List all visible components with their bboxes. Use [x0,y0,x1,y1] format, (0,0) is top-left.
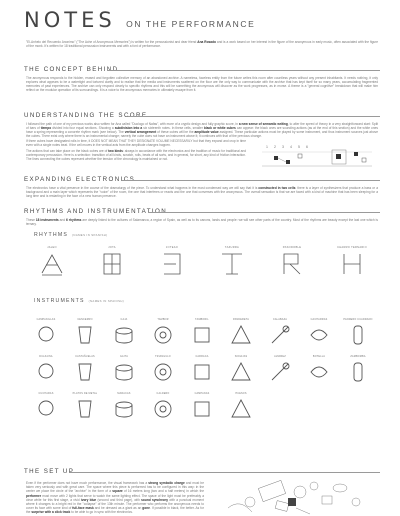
instrument-label: CACHARRAS [310,318,328,321]
instrument-icon [268,323,292,347]
instrument-icon [151,323,175,347]
score-bold: amplitude value [194,130,219,135]
instrument-grid [28,318,380,470]
rhythms-bold: 6 rhythms [66,218,82,222]
instrument-label: HUESOS [235,392,247,395]
score-text: I followed the path of one of my previous works also written for Ana called "Duologo of Nafas", with more of a cryptic design and fully graphic score, in [26,122,239,126]
score-number: 4 [290,145,292,149]
instrument-item [145,318,181,347]
instrument-label: MARACAS [117,392,131,395]
instrument-icon [34,397,58,421]
score-number: 3 [282,145,284,149]
score-example-diagram [252,140,378,170]
instrument-icon [73,323,97,347]
instruments-subheading [34,298,124,304]
intro-bold: Ana Rosado [197,40,216,44]
setup-bold: full-face mask [72,506,94,511]
instrument-label: ALMIREZ [274,355,286,358]
instrument-icon [307,323,331,347]
section-heading-score: UNDERSTANDING THE SCORE [24,112,148,119]
electronics-paragraph [26,186,378,202]
instrument-label: CARRACA [195,355,209,358]
instrument-label: CAMPANILLAS [36,318,56,321]
rhythm-glyph-row [28,246,378,280]
rhythms-text: and [58,218,67,222]
instrument-item [301,355,337,384]
rhythm-jaleo [32,246,72,277]
electronics-text: The electronics have a vital presence in the course of the dramaturgy of the piece. To understand what happens in the most condensed way we will say that it is [26,186,259,190]
score-bold: tiempo [40,126,52,131]
setup-text: with a punctual moment where it changes to a bright red in the "collapse" of the 13th minute. The performer who performs the anonymous needs to cover its face with some kind of [26,497,204,511]
instrument-label: TAMBOR [157,318,169,321]
rhythm-glyph-icon [98,251,126,277]
instruments-note: (NAMES IN SPANISH) [88,299,125,303]
instrument-label: PLATOS DE METAL [72,392,98,395]
rhythm-label: CHARRO TERNARIO [337,246,367,249]
instrument-item [301,318,337,347]
score-number: 5 [298,145,300,149]
rhythm-charro-ternario [332,246,372,277]
instrument-label: TRIANGULO [155,355,171,358]
instrument-icon [112,323,136,347]
instrument-icon [346,323,370,347]
setup-text: Even if the performer does not have much performance, the visual framework has a [26,481,149,485]
electronics-text: : there is a layer of synthesizers that produce a bass or a background and a main layer which represents the "voice" of the room, the one that interferes or reacts and the one that converses with the anonymous. The overall sensation is that we are faced with a kind of machine that has been sleeping for a long time and is restarting in the face of a new human presence. [26,186,378,199]
divider [108,70,380,71]
instrument-icon [229,323,253,347]
score-paragraph-2: If three cubes have designated rolls in time, it DOES NOT MEAN THAT THEY DESIGNATE VOLUME NECESSARILY but that they expand and crop in time even with a single notes beat. If the cell moves in the vertical axis from the amplitude changes happen. [26,139,246,148]
rhythm-label: JOTEAO [165,246,179,249]
score-paragraph-1 [26,122,378,138]
score-text: The actions that can take place on the black cubes are of [26,149,109,153]
score-number: 6 [306,145,308,149]
instrument-icon [346,360,370,384]
score-text: can appear: the black ones are sounding actions (as at the end of this section) and the white ones have a spring representing a concrete rhythm mark (see below). The [26,126,378,135]
instrument-icon [73,360,97,384]
stage-setup-diagram [210,478,380,516]
score-text: : always in accordance with the electronics and the tradition of music for traditional and contemporary percussion. Here is a selection: transition of all kinds, scratch, rolls, beats of all sorts, and in general, for short, any kind of friction interaction. The lines connecting the cubes represent whether the tension of the chronology is maintained or not. [26,149,246,162]
setup-text: . If possible in black, the better. As for the [26,506,204,515]
rhythm-label: JALEO [47,246,57,249]
instrument-icon [34,323,58,347]
setup-text: (second and third page), with [96,497,142,502]
rhythm-glyph-icon [218,251,246,277]
instrument-item [106,392,142,421]
instrument-label: CUCHARAS [38,392,54,395]
score-text: , to alter the speed of theory in a very straightforward start: Split of bars of [26,122,378,131]
instrument-icon [229,360,253,384]
divider [122,180,380,181]
rhythms-note: (NAMES IN SPANISH) [72,233,108,237]
setup-text: and be dressed as a giant as an [93,506,143,511]
instrument-item [340,318,376,347]
divider [70,472,380,473]
intro-text: "El-Anhelo del Recuerdo Anonimo" ("The Ache of Anonymous Memories") is written for the percussionist and dear friend [26,40,198,44]
instrument-label: SONAJAS [234,355,248,358]
rhythm-label: PASODOBLE [282,246,302,249]
score-text: assigned. These particular actions must be played by some instrument, and thus instrument sources just above the cubes. There exist only where there is an instrumental change; namely the cube does not have an instrument above it; it continues with that of the previous change. [26,130,378,138]
instrument-icon [112,397,136,421]
section-heading-concept: THE CONCEPT BEHIND [24,66,119,73]
rhythm-label: JOTA [108,246,116,249]
score-text: divided into four equal sections. Showing a [51,126,115,131]
setup-bold: performer [26,493,42,498]
instrument-label: DULZAINA [39,355,53,358]
score-bold: black or white cubes [203,126,236,131]
instrument-label: CAMPANAS [194,392,210,395]
instrument-label: CAJA [120,318,128,321]
setup-bold: square [112,489,123,494]
instrument-item [262,355,298,384]
instrument-item [28,318,64,347]
setup-text: and must be taken very seriously and with great care. The space where this piece is performed has to be configured in this way: in the center we place the circle of the "archive" in the form of a [26,481,204,494]
instrument-item [184,392,220,421]
score-bold: a new sense of semantic writing [238,122,288,126]
setup-text: of 16 meters long (two and a half meters) in which the [122,489,205,494]
instrument-item [28,392,64,421]
instrument-icon [34,360,58,384]
rhythm-glyph-icon [278,251,306,277]
setup-bold: gone [142,506,150,511]
instrument-label: CALDERO [156,392,170,395]
score-paragraph-3 [26,149,246,171]
rhythm-joteao [152,246,192,277]
setup-bold: surprise with a click track [31,510,71,515]
instrument-item [106,318,142,347]
instrument-icon [268,360,292,384]
instrument-icon [151,397,175,421]
score-number: 2 [274,145,276,149]
instrument-label: GAITA [120,355,128,358]
instrument-icon [307,360,331,384]
rhythm-tazurra [212,246,252,277]
instrument-item [67,355,103,384]
instrument-item [340,355,376,384]
rhythm-glyph-icon [158,251,186,277]
instrument-label: PANDERETA [232,318,250,321]
score-number: 1 [266,145,268,149]
section-heading-electronics: EXPANDING ELECTRONICS [24,176,136,183]
page-title [24,8,255,32]
instrument-icon [190,323,214,347]
instrument-item [223,392,259,421]
instrument-icon [190,397,214,421]
score-bold: vertical arrangement [124,130,157,135]
instrument-icon [73,397,97,421]
instrument-item [67,318,103,347]
rhythm-label: TAZURRA [224,246,240,249]
divider [148,212,380,213]
rhythms-text: are deeply linked to the cultures of Salamanca, a region of Spain, as well as to its canons, lands and people: we will see other parts of the country. Most of the rhythms are beauty except the last one which is ternary. [26,218,378,227]
intro-paragraph [26,40,378,48]
divider [128,116,380,117]
intro-text: and is a work based on her interest in the figure of the anonymous in early music, often associated with the figure of the monk. It's written for 18 traditional percussion instruments and with a font of performance. [26,40,378,49]
setup-text: must move with 2 lights that serve to watch the same lighting effect. The space of the light must be preferably a clear white for this first stage, a vivid [26,493,204,502]
instrument-item [67,392,103,421]
instruments-title: INSTRUMENTS [34,298,85,304]
rhythm-jota [92,246,132,277]
instrument-item [223,318,259,347]
instrument-icon [112,360,136,384]
instrument-icon [229,397,253,421]
setup-text: to be able to go in sync with the electronics. [70,510,133,515]
title-main: NOTES [24,8,116,32]
instrument-icon [190,360,214,384]
instrument-label: CENCERRO [77,318,93,321]
rhythms-paragraph [26,218,378,227]
section-heading-setup: THE SET UP [24,468,75,475]
setup-paragraph [26,481,204,515]
rhythms-subheading [34,232,108,238]
concept-paragraph: The anonymous responds to the hidden, erased and forgotten collective memory of an abandoned archive. A nameless, faceless entity from the future writes this room after countless years without any present inhabitants. It needs nothing, it only explores what appears to be a watertight and tortured clarity and to realise that the media and instruments scattered on the floor are the only way to communicate with the archive that has kept itself for so many years, accumulating fragmented memories of past experiences. The archive can only respond clearly to specific rhythms and this will be something the anonymous will discover as the work progresses, as in morse. A theme is a "general cognitive" breakdown that will make him reflect on the modular operation of its surroundings. It is a voice to the anonymous memories in ultimately escape from it. [26,76,378,93]
instrument-label: CALABAZA [272,318,288,321]
score-text: six sixteenth notes. In these cells, smaller [142,126,204,131]
instrument-icon [151,360,175,384]
setup-bold: sound synchrony [141,497,169,502]
instrument-label: CASTAÑUELAS [75,355,95,358]
instrument-item [262,318,298,347]
instrument-label: BOTELLA [312,355,326,358]
instrument-item [184,318,220,347]
rhythm-glyph-icon [38,251,66,277]
score-bold: subdivision into a [114,126,143,131]
instrument-item [145,392,181,421]
setup-bold: strong symbolic charge [148,481,185,485]
instrument-item [145,355,181,384]
rhythms-text: These [26,218,36,222]
rhythms-title: RHYTHMS [34,232,69,238]
electronics-bold: constructed in two cells [258,186,296,190]
instrument-item [223,355,259,384]
instrument-label: ZAMBOMBA [350,355,366,358]
instrument-item [106,355,142,384]
rhythm-glyph-icon [338,251,366,277]
rhythm-pasodoble [272,246,312,277]
setup-bold: ivory blue [80,497,97,502]
section-heading-rhythms: RHYTHMS AND INSTRUMENTATION [24,208,168,215]
rhythms-bold: 18 instruments [35,218,59,222]
instrument-item [28,355,64,384]
score-text: of these cubes will be the [156,130,195,135]
instrument-item [184,355,220,384]
score-bold: two kinds [108,149,123,153]
instrument-label: PANDERO CUADRADO [343,318,373,321]
instrument-label: TAMBORIL [195,318,209,321]
title-sub: ON THE PERFORMANCE [126,19,256,29]
